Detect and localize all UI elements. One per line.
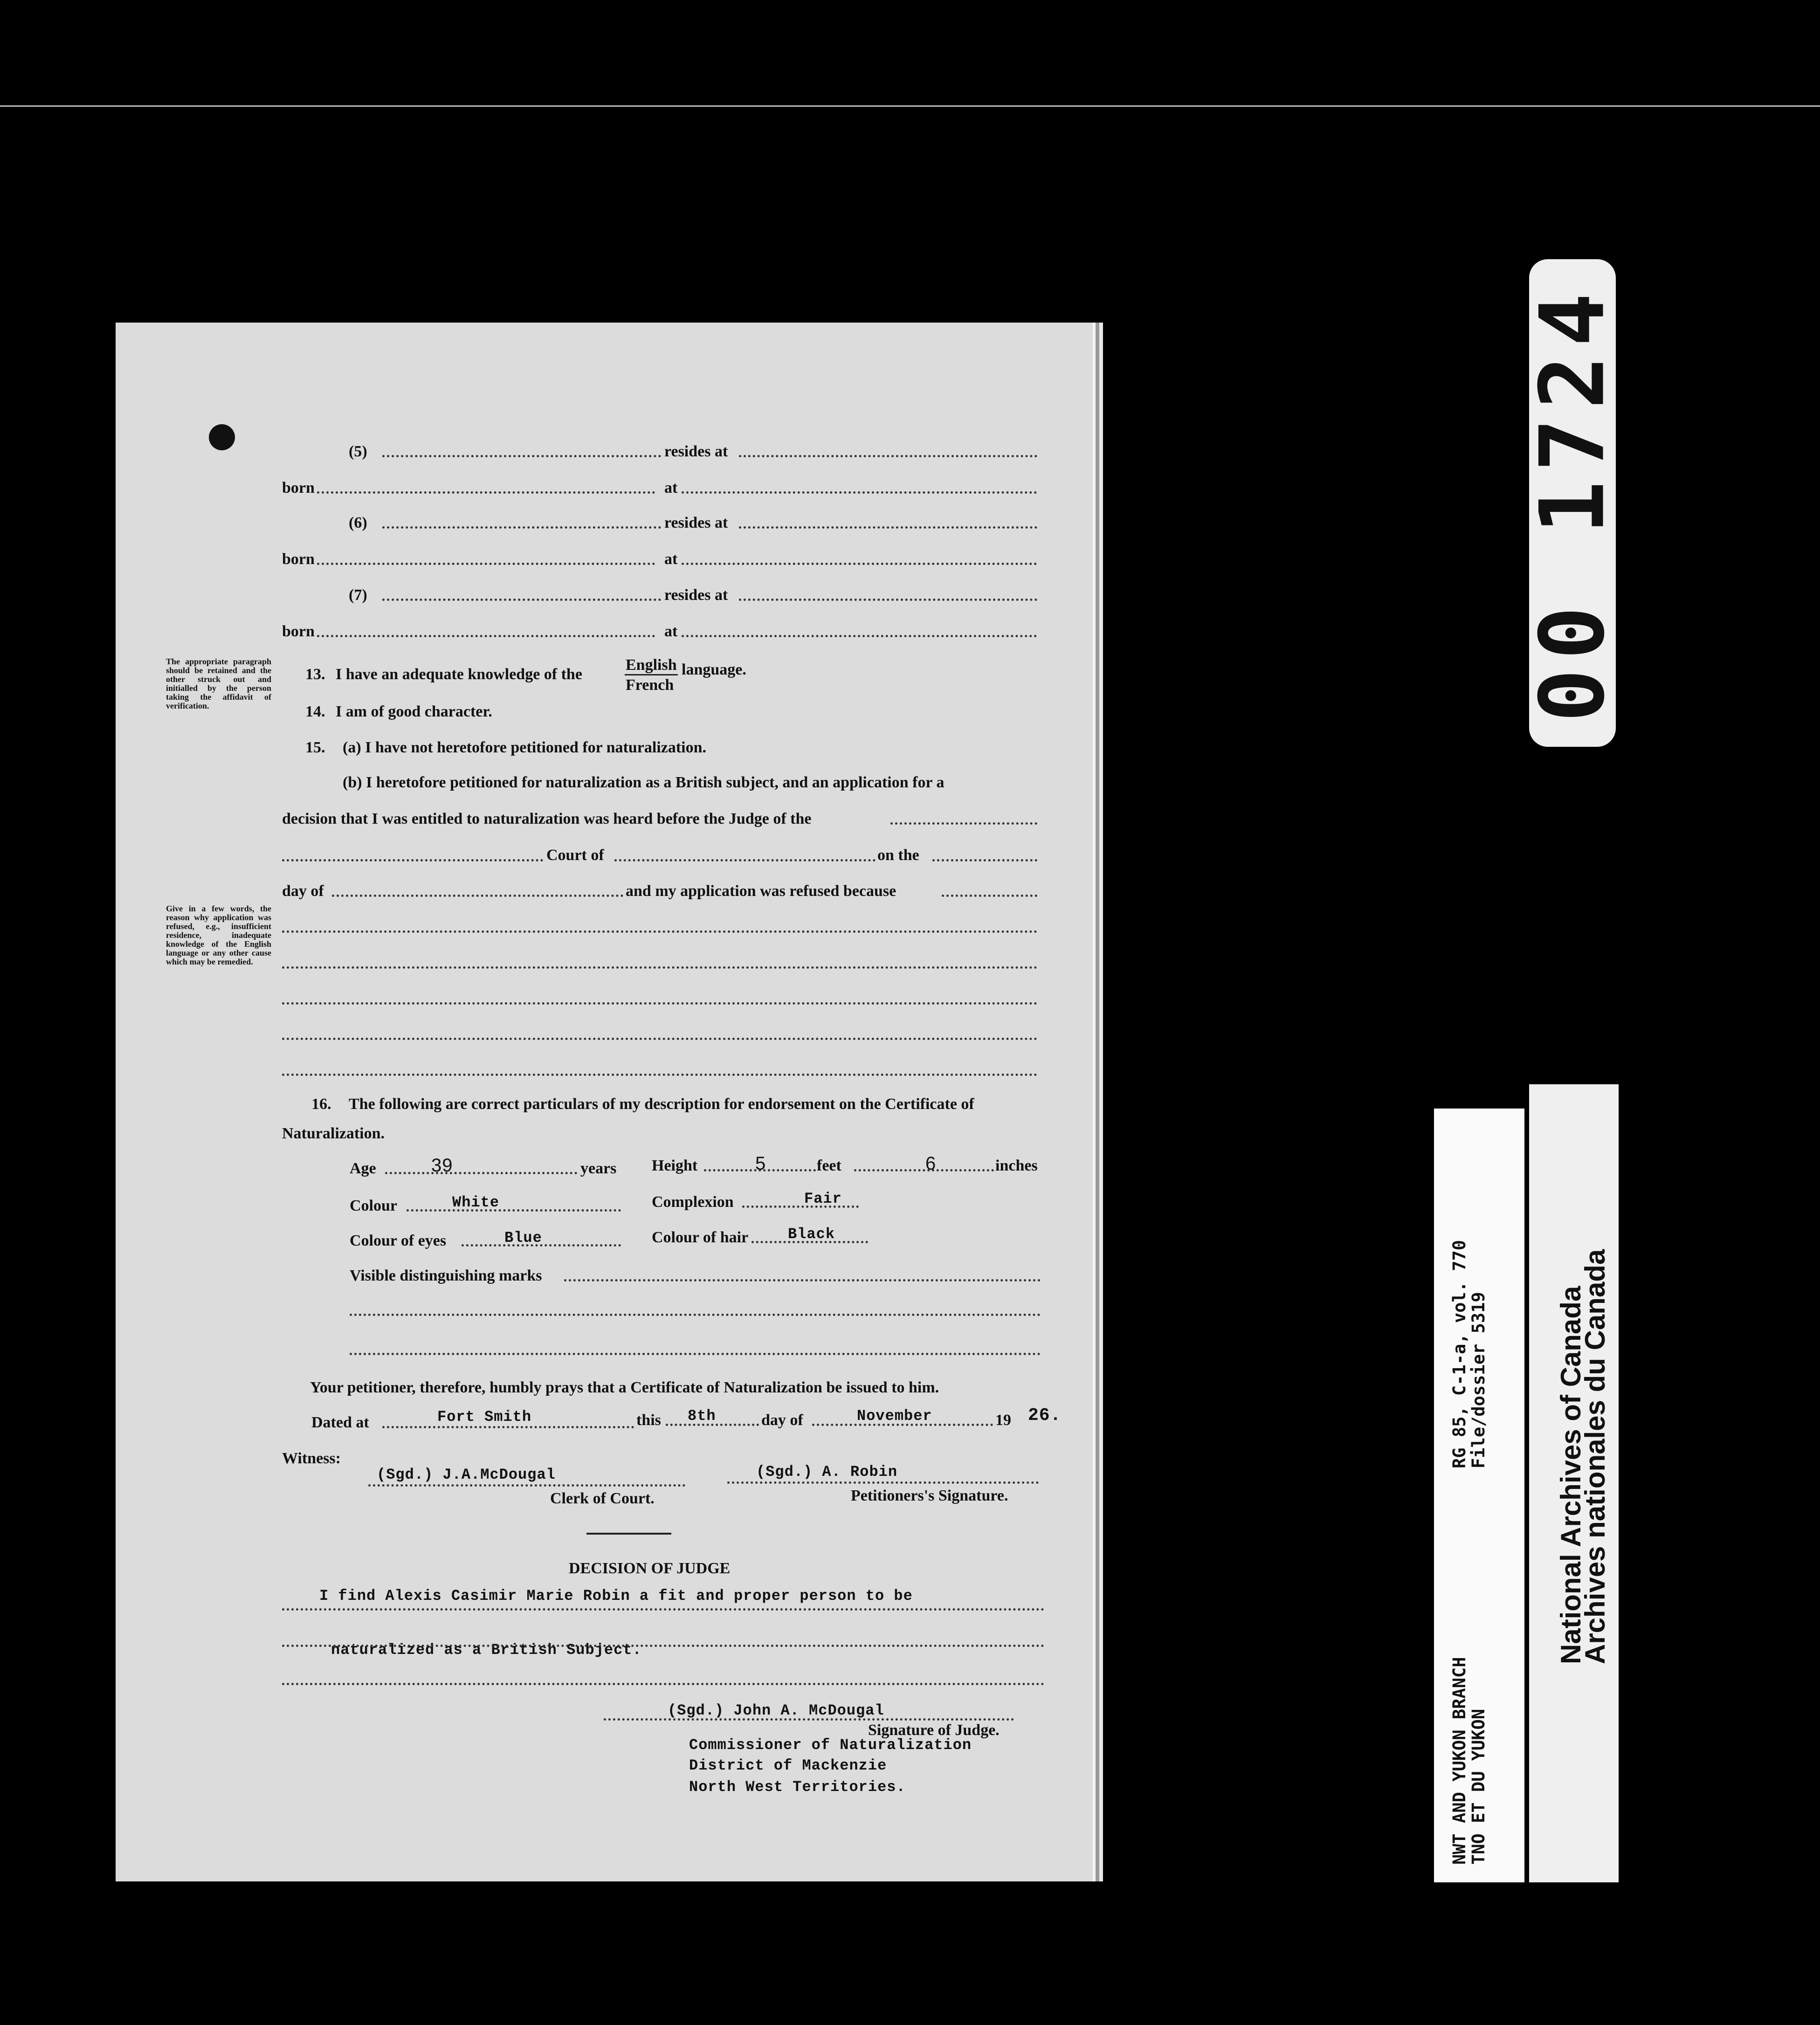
judge-label: Signature of Judge.	[868, 1722, 1000, 1739]
fill-line	[350, 1314, 1041, 1316]
item-15a-text: (a) I have not heretofore petitioned for naturalization.	[343, 739, 707, 756]
fill-line	[407, 1209, 621, 1212]
petitioner-label: Petitioners's Signature.	[851, 1487, 1008, 1504]
place-value: Fort Smith	[437, 1408, 532, 1426]
commissioner-line-1: Commissioner of Naturalization	[689, 1736, 972, 1754]
month-value: November	[857, 1407, 932, 1425]
complexion-value: Fair	[804, 1190, 842, 1207]
item-16-text: The following are correct particulars of my description for endorsement on the Certificate of	[349, 1095, 974, 1113]
fill-line	[382, 599, 661, 601]
fill-line	[282, 966, 1037, 969]
age-value: 39	[431, 1155, 453, 1176]
born-label: born	[282, 479, 315, 496]
frame-number: 00 1724	[1521, 283, 1624, 723]
eyes-value: Blue	[504, 1229, 542, 1247]
fill-line	[739, 599, 1037, 601]
archive-name-en: National Archives of Canada	[1555, 1286, 1586, 1664]
complexion-label: Complexion	[652, 1193, 734, 1211]
item-13-text: I have an adequate knowledge of the	[336, 666, 582, 683]
fill-line	[282, 1002, 1037, 1005]
age-label: Age	[350, 1160, 376, 1177]
fraction-bar	[625, 674, 678, 675]
fill-line	[282, 859, 543, 861]
eyes-label: Colour of eyes	[350, 1232, 447, 1249]
archive-branch-1: NWT AND YUKON BRANCH	[1449, 1657, 1469, 1865]
dated-at-label: Dated at	[311, 1414, 369, 1431]
day-value: 8th	[688, 1407, 716, 1425]
resides-at-label: resides at	[664, 443, 728, 460]
born-label: born	[282, 551, 315, 568]
on-the-label: on the	[877, 847, 919, 864]
height-feet-value: 5	[755, 1153, 766, 1174]
resides-at-label: resides at	[664, 514, 728, 531]
fill-line	[932, 859, 1037, 861]
fill-line	[682, 635, 1037, 637]
hair-value: Black	[788, 1226, 835, 1243]
fill-line	[682, 563, 1037, 565]
decision-line-1: I find Alexis Casimir Marie Robin a fit and proper person to be	[319, 1587, 913, 1605]
fill-line	[382, 1426, 634, 1428]
item-14-number: 14.	[305, 703, 325, 720]
fill-line	[854, 1169, 994, 1171]
hair-label: Colour of hair	[652, 1229, 749, 1246]
decision-title: DECISION OF JUDGE	[569, 1560, 731, 1577]
marks-label: Visible distinguishing marks	[350, 1267, 542, 1284]
inches-label: inches	[995, 1157, 1038, 1174]
judge-signature: (Sgd.) John A. McDougal	[668, 1702, 884, 1719]
born-label: born	[282, 623, 315, 640]
colour-label: Colour	[350, 1197, 397, 1214]
fill-line	[385, 1172, 577, 1174]
language-english: English	[626, 656, 677, 674]
at-label: at	[664, 479, 678, 496]
signature-line	[727, 1481, 1039, 1484]
colour-value: White	[452, 1194, 500, 1211]
item-16-text-cont: Naturalization.	[282, 1125, 385, 1142]
fill-line	[382, 455, 661, 457]
item-15-number: 15.	[305, 739, 325, 756]
feet-label: feet	[817, 1157, 841, 1174]
fill-line	[682, 491, 1037, 494]
section-rule	[586, 1533, 671, 1535]
this-label: this	[636, 1412, 661, 1429]
day-of-label: day of	[282, 882, 324, 900]
refused-text: and my application was refused because	[626, 882, 896, 900]
item-5-label: (5)	[349, 443, 367, 460]
commissioner-line-3: North West Territories.	[689, 1778, 906, 1796]
height-inches-value: 6	[925, 1153, 937, 1174]
fill-line	[282, 930, 1037, 933]
fill-line	[317, 635, 655, 637]
punch-hole	[209, 424, 235, 450]
scanner-edge-line	[0, 105, 1820, 107]
item-14-text: I am of good character.	[336, 703, 492, 720]
archive-name-fr: Archives nationales du Canada	[1579, 1249, 1611, 1664]
year-prefix: 19	[995, 1412, 1011, 1429]
commissioner-line-2: District of Mackenzie	[689, 1757, 887, 1774]
item-15b-text: (b) I heretofore petitioned for naturalization as a British subject, and an application for a	[343, 774, 944, 791]
fill-line	[282, 1683, 1044, 1685]
prayer-text: Your petitioner, therefore, humbly prays that a Certificate of Naturalization be issued to him.	[310, 1379, 939, 1396]
signature-line	[604, 1718, 1014, 1721]
archive-ref-2: File/dossier 5319	[1468, 1292, 1489, 1468]
petitioner-signature: (Sgd.) A. Robin	[756, 1463, 898, 1481]
fill-line	[282, 1608, 1044, 1611]
item-7-label: (7)	[349, 586, 367, 604]
fill-line	[282, 1038, 1037, 1040]
fill-line	[890, 822, 1037, 825]
fill-line	[350, 1353, 1041, 1355]
item-13-number: 13.	[305, 666, 325, 683]
item-6-label: (6)	[349, 514, 367, 531]
margin-note-reason: Give in a few words, the reason why application was refused, e.g., insufficient residence, inadequate knowledge of the English language or any other cause which may be remedied.	[166, 904, 271, 966]
fill-line	[382, 526, 661, 529]
decision-line-text: decision that I was entitled to naturalization was heard before the Judge of the	[282, 810, 812, 827]
fill-line	[942, 895, 1037, 897]
fill-line	[282, 1645, 1044, 1647]
fill-line	[614, 859, 876, 861]
day-of-label-2: day of	[761, 1412, 803, 1429]
margin-note-paragraph: The appropriate paragraph should be retained and the other struck out and initialled by the person taking the affidavit of verification.	[166, 657, 271, 710]
language-french: French	[626, 676, 674, 694]
archive-branch-2: TNO ET DU YUKON	[1468, 1708, 1489, 1865]
witness-signature: (Sgd.) J.A.McDougal	[377, 1466, 556, 1483]
resides-at-label: resides at	[664, 586, 728, 604]
item-16-number: 16.	[311, 1095, 331, 1113]
height-label: Height	[652, 1157, 698, 1174]
fill-line	[282, 1074, 1037, 1076]
fill-line	[317, 563, 655, 565]
at-label: at	[664, 623, 678, 640]
archive-ref-1: RG 85, C-1-a, vol. 770	[1449, 1240, 1469, 1468]
signature-line	[368, 1484, 685, 1487]
fill-line	[564, 1279, 1041, 1281]
witness-label: Witness:	[282, 1450, 341, 1467]
language-suffix: language.	[682, 661, 746, 678]
decision-line-2: naturalized as a British Subject.	[331, 1641, 642, 1659]
year-value: 26.	[1028, 1405, 1062, 1426]
fill-line	[332, 895, 623, 897]
fill-line	[317, 491, 655, 494]
court-of-label: Court of	[546, 847, 604, 864]
clerk-label: Clerk of Court.	[550, 1490, 655, 1507]
at-label: at	[664, 551, 678, 568]
years-label: years	[580, 1160, 617, 1177]
fill-line	[739, 526, 1037, 529]
fill-line	[739, 455, 1037, 457]
